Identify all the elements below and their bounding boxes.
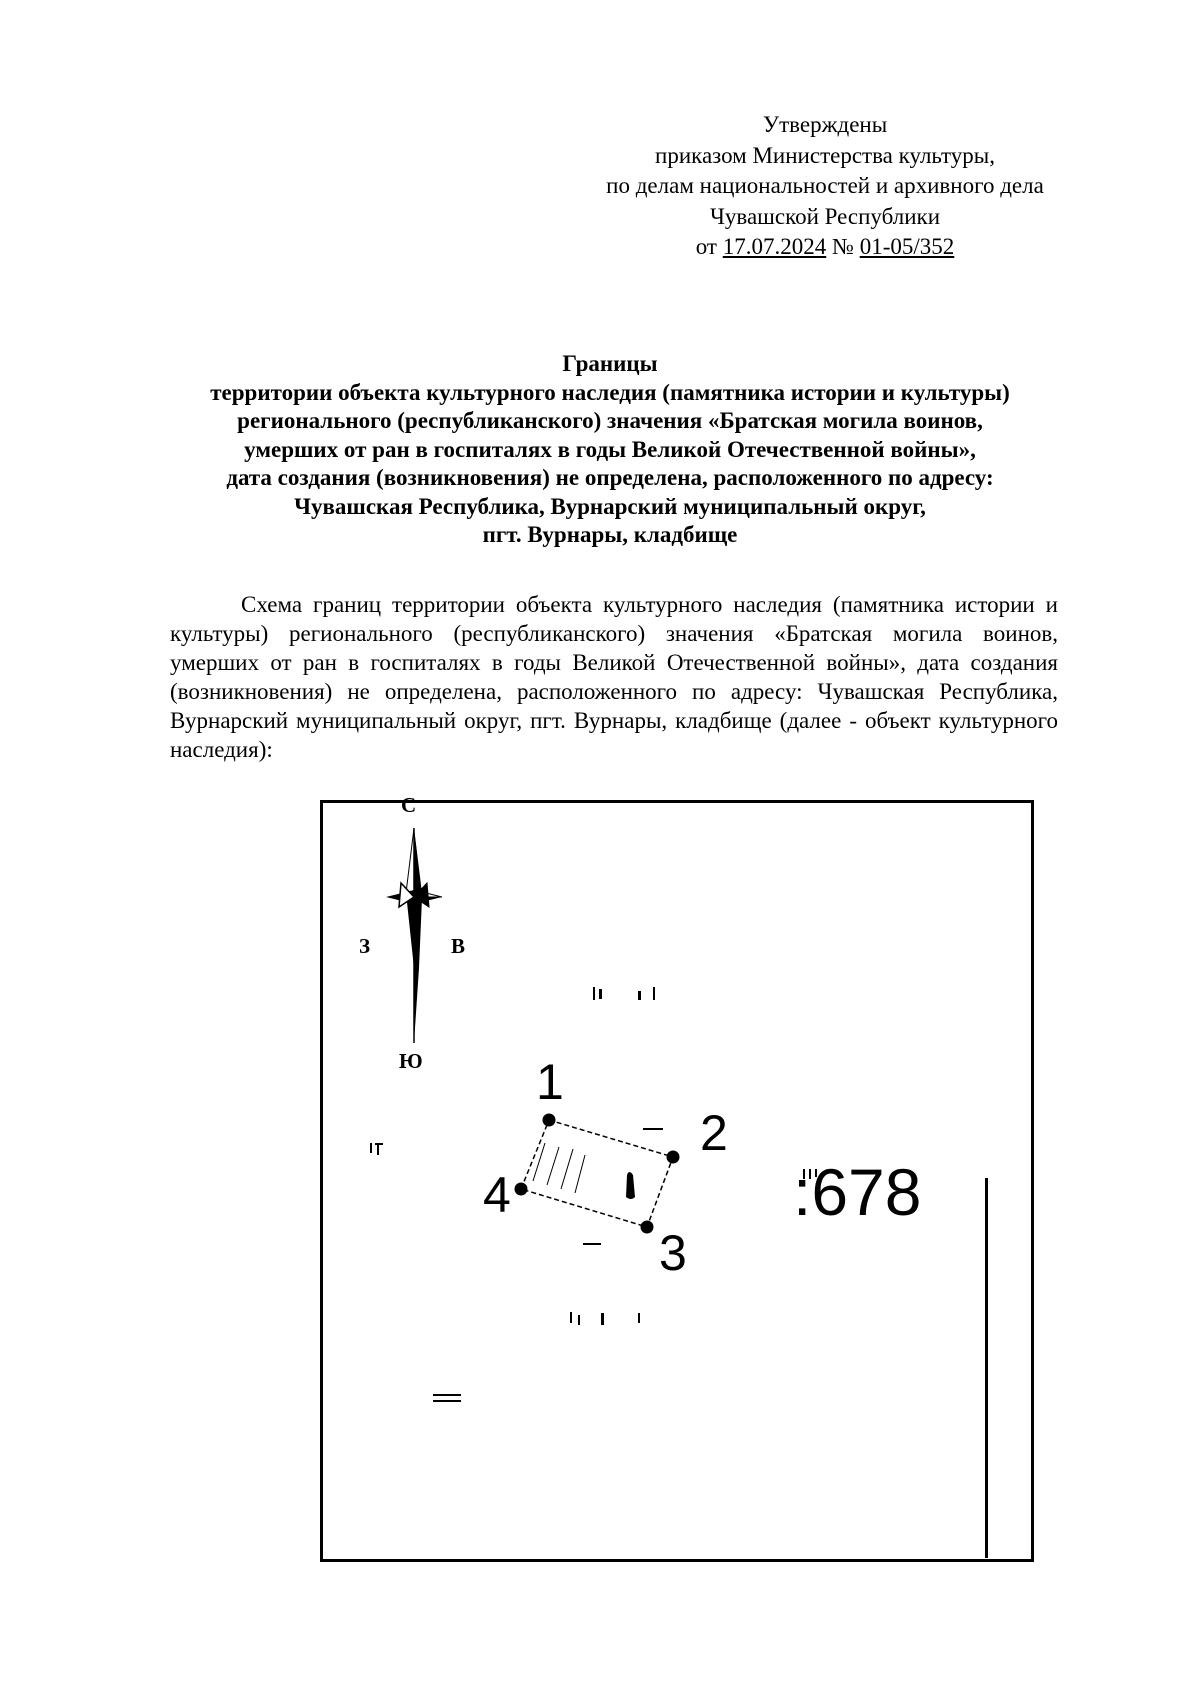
compass-south-label: Ю xyxy=(399,1049,423,1073)
hatch-line xyxy=(547,1147,559,1185)
boundary-outline xyxy=(521,1120,673,1227)
compass-icon xyxy=(386,828,442,1043)
territory-boundary xyxy=(515,1114,680,1234)
approval-line-3: по делам национальностей и архивного дела xyxy=(606,173,1044,198)
compass-south-shade xyxy=(414,828,422,1043)
approval-date-line xyxy=(590,232,1060,263)
approval-line-2: приказом Министерства культуры, xyxy=(655,142,995,168)
approval-date: 17.07.2024 xyxy=(722,234,827,259)
title-line-3: регионального (республиканского) значения «Братская могила воинов, xyxy=(237,408,983,433)
scheme-drawing xyxy=(323,803,1031,1559)
boundary-point-3 xyxy=(641,1221,654,1234)
title-line-6: Чувашская Республика, Вурнарский муниципальный округ, xyxy=(294,493,926,519)
date-prefix: от xyxy=(695,234,717,259)
boundary-point-2 xyxy=(667,1151,680,1164)
title-line-2: территории объекта культурного наследия (памятника истории и культуры) xyxy=(210,379,1010,405)
compass-west-label: З xyxy=(359,934,371,958)
scheme-description: Схема границ территории объекта культурного наследия (памятника истории и культуры) регионального (республиканского) значения «Братская могила воинов, умерших от ран в госпиталях в годы Великой Отечественной войны», дата создания (возникновения) не определена, расположенного по адресу: Чувашская Республика, Вурнарский муниципальный округ, пгт. Вурнары, кладбище (далее - объект культурного наследия): xyxy=(170,592,1058,762)
title-line-7: пгт. Вурнары, кладбище xyxy=(482,522,738,547)
title-line-5: дата создания (возникновения) не определена, расположенного по адресу: xyxy=(226,465,994,490)
hatch-line xyxy=(575,1155,585,1193)
boundary-scheme xyxy=(320,793,1034,1562)
approval-line-4: Чувашской Республики xyxy=(709,203,941,229)
boundary-point-4 xyxy=(515,1183,528,1196)
point-label-3: 3 xyxy=(659,1225,687,1281)
point-label-1: 1 xyxy=(536,1054,564,1110)
cadastral-parcel-number: :678 xyxy=(793,1155,922,1229)
hatch-line xyxy=(561,1149,573,1189)
title-line-4: умерших от ран в госпиталях в годы Великой Отечественной войны», xyxy=(244,436,976,462)
title-line-1: Границы xyxy=(562,351,658,376)
document-title xyxy=(160,350,1060,550)
compass-north-label: С xyxy=(401,793,417,817)
point-label-2: 2 xyxy=(700,1105,728,1161)
point-label-4: 4 xyxy=(483,1167,511,1223)
boundary-point-1 xyxy=(543,1114,556,1127)
number-sign: № xyxy=(831,234,854,259)
hatch-line xyxy=(533,1143,545,1181)
compass-east-label: В xyxy=(451,934,466,958)
monument-mark xyxy=(626,1172,635,1199)
order-number: 01-05/352 xyxy=(859,234,955,259)
approval-block xyxy=(590,110,1060,263)
approval-line-1: Утверждены xyxy=(762,112,888,137)
